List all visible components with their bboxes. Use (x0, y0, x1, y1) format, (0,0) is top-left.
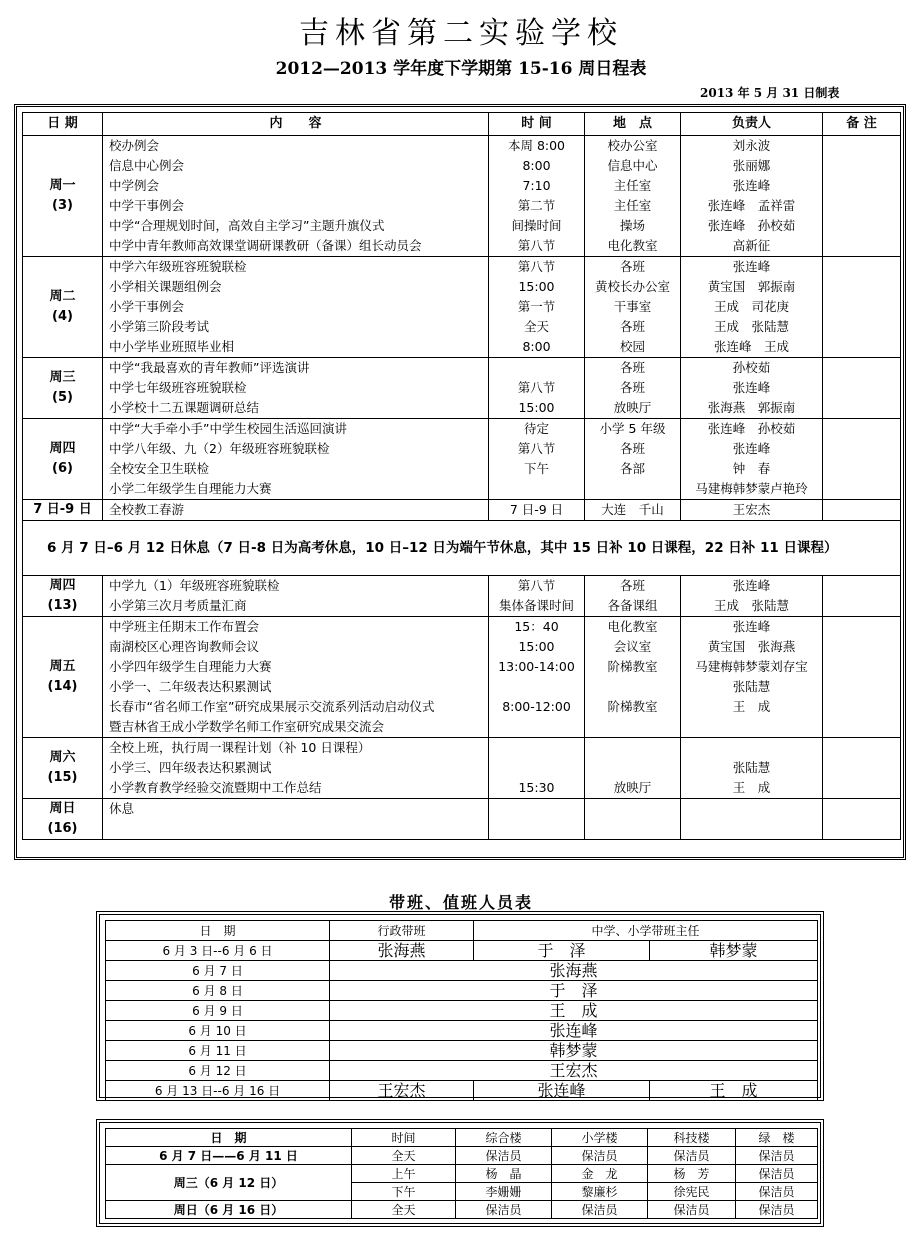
week-number: (14) (47, 679, 78, 694)
duty-row (106, 1021, 818, 1041)
note-cell (823, 617, 901, 738)
schedule-subtitle: 2012—2013 学年度下学期第 15-16 周日程表 (275, 59, 647, 79)
duty-person: 韩梦蒙 (650, 941, 818, 961)
event-person: 张连峰 孙校茹 (707, 218, 796, 233)
event-time-cell (489, 419, 585, 500)
event-person: 张连峰 (732, 178, 771, 193)
holiday-note: 6 月 7 日–6 月 12 日休息（7 日-8 日为高考休息，10 日–12 日为端午节休息，其中 15 日补 10 日课程，22 日补 11 日课程） (23, 521, 901, 576)
duty-person: 王宏杰 (330, 1061, 818, 1081)
event-place: 电化教室 (607, 619, 658, 634)
event-place: 阶梯教室 (607, 659, 658, 674)
col-time: 时 间 (489, 113, 585, 136)
event-time: 8:00 (522, 339, 551, 354)
event-place-cell (585, 358, 681, 419)
event-person: 张海燕 郭振南 (707, 400, 796, 415)
duty-row (106, 961, 818, 981)
note-cell (823, 358, 901, 419)
bld-cell: 保洁员 (456, 1147, 552, 1165)
event-content: 小学校十二五课题调研总结 (109, 400, 260, 415)
bld-col-keji: 科技楼 (648, 1129, 736, 1147)
event-content-cell (103, 738, 489, 799)
event-place-cell (585, 500, 681, 521)
bld-cell: 杨 晶 (456, 1165, 552, 1183)
schedule-day-row (23, 136, 901, 257)
event-place (585, 677, 680, 697)
made-date: 2013 年 5 月 31 日制表 (700, 86, 840, 100)
event-person: 王 成 (732, 699, 771, 714)
event-person-cell (681, 500, 823, 521)
day-label-cell (23, 358, 103, 419)
duty-date: 6 月 10 日 (106, 1021, 330, 1041)
event-person: 张连峰 (732, 441, 771, 456)
duty-person: 于 泽 (474, 941, 650, 961)
bld-col-time: 时间 (352, 1129, 456, 1147)
event-time-cell (489, 617, 585, 738)
event-place (585, 479, 680, 499)
schedule-day-row (23, 617, 901, 738)
event-content: 全校上班，执行周一课程计划（补 10 日课程） (109, 740, 371, 755)
event-place: 会议室 (613, 639, 652, 654)
bld-cell: 保洁员 (648, 1147, 736, 1165)
event-place: 各班 (619, 441, 645, 456)
bld-time: 上午 (352, 1165, 456, 1183)
day-name: 周四 (49, 578, 76, 593)
week-number: (15) (47, 770, 78, 785)
event-person (681, 738, 822, 758)
bld-date: 6 月 7 日——6 月 11 日 (106, 1147, 352, 1165)
event-content: 小学第三次月考质量汇商 (109, 598, 247, 613)
duty-row (106, 981, 818, 1001)
event-content: 小学第三阶段考试 (109, 319, 210, 334)
event-place: 各班 (619, 578, 645, 593)
event-content: 全校教工春游 (109, 502, 185, 517)
bld-time: 全天 (352, 1147, 456, 1165)
event-place (585, 738, 680, 758)
event-time: 15:00 (518, 639, 555, 654)
event-person-cell (681, 257, 823, 358)
event-content-cell (103, 136, 489, 257)
bld-cell: 徐宪民 (648, 1183, 736, 1201)
event-place-cell (585, 617, 681, 738)
event-content-cell (103, 576, 489, 617)
event-time-cell (489, 799, 585, 840)
duty-date: 6 月 13 日--6 月 16 日 (106, 1081, 330, 1101)
note-cell (823, 738, 901, 799)
event-place: 各班 (619, 319, 645, 334)
event-time: 本周 8:00 (507, 138, 566, 153)
day-name: 7 日-9 日 (33, 502, 92, 517)
day-name: 周六 (49, 750, 76, 765)
event-place-cell (585, 738, 681, 799)
event-content: 中学中青年教师高效课堂调研课教研（备课）组长动员会 (109, 238, 422, 253)
event-place-cell (585, 799, 681, 840)
day-label-cell (23, 136, 103, 257)
event-place-cell (585, 257, 681, 358)
event-person-cell (681, 738, 823, 799)
event-person: 王成 司花庚 (713, 299, 789, 314)
day-label-cell (23, 419, 103, 500)
duty-date: 6 月 3 日--6 月 6 日 (106, 941, 330, 961)
event-time: 第八节 (517, 380, 556, 395)
bld-col-lv: 绿 楼 (736, 1129, 818, 1147)
event-person: 高新征 (732, 238, 771, 253)
event-person: 黄宝国 郭振南 (707, 279, 796, 294)
event-time-cell (489, 738, 585, 799)
event-person: 张连峰 孟祥雷 (707, 198, 796, 213)
event-person-cell (681, 799, 823, 840)
event-content: 小学二年级学生自理能力大赛 (109, 481, 272, 496)
event-person-cell (681, 576, 823, 617)
duty-col-date: 日 期 (106, 921, 330, 941)
note-cell (823, 257, 901, 358)
schedule-day-row (23, 358, 901, 419)
duty-row (106, 1001, 818, 1021)
event-place: 各部 (619, 461, 645, 476)
event-time-cell (489, 576, 585, 617)
day-name: 周五 (49, 659, 76, 674)
event-content: 南湖校区心理咨询教师会议 (109, 639, 260, 654)
day-name: 周一 (49, 178, 76, 193)
event-time (489, 717, 584, 737)
bld-date: 周日（6 月 16 日） (106, 1201, 352, 1219)
event-person: 张连峰 王成 (713, 339, 789, 354)
event-time: 15：40 (514, 619, 559, 634)
school-name: 吉林省第二实验学校 (299, 16, 623, 51)
duty-date: 6 月 12 日 (106, 1061, 330, 1081)
event-place: 电化教室 (607, 238, 658, 253)
duty-col-teachers: 中学、小学带班主任 (474, 921, 818, 941)
schedule-body-week16 (23, 576, 901, 840)
event-content: 小学三、四年级表达积累测试 (109, 760, 272, 775)
event-content: 暨吉林省王成小学数学名师工作室研究成果交流会 (109, 719, 385, 734)
cleaning-frame (96, 1119, 824, 1227)
schedule-header-row (23, 113, 901, 136)
event-content: 中学干事例会 (109, 198, 185, 213)
duty-header-row (106, 921, 818, 941)
col-place: 地 点 (585, 113, 681, 136)
duty-row (106, 941, 818, 961)
event-person (681, 799, 822, 819)
bld-cell: 保洁员 (552, 1201, 648, 1219)
week-number: (16) (47, 821, 78, 836)
event-content-cell (103, 257, 489, 358)
event-place: 主任室 (613, 198, 652, 213)
event-place: 校园 (619, 339, 645, 354)
bld-cell: 保洁员 (736, 1201, 818, 1219)
bld-cell: 保洁员 (552, 1147, 648, 1165)
event-content: 中学八年级、九（2）年级班容班貌联检 (109, 441, 330, 456)
cleaning-row (106, 1165, 818, 1183)
bld-cell: 保洁员 (736, 1147, 818, 1165)
event-content: 信息中心例会 (109, 158, 185, 173)
event-person: 王宏杰 (732, 502, 771, 517)
event-time: 第二节 (517, 198, 556, 213)
event-person: 王成 张陆慧 (713, 319, 789, 334)
cleaning-row (106, 1201, 818, 1219)
col-note: 备 注 (823, 113, 901, 136)
event-place (585, 799, 680, 819)
bld-date: 周三（6 月 12 日） (106, 1165, 352, 1201)
event-time-cell (489, 500, 585, 521)
event-content: 小学教育教学经验交流暨期中工作总结 (109, 780, 322, 795)
event-content: 中学“我最喜欢的青年教师”评选演讲 (109, 360, 310, 375)
event-time: 第八节 (517, 238, 556, 253)
event-place: 操场 (619, 218, 645, 233)
bld-cell: 黎廉杉 (552, 1183, 648, 1201)
event-place: 校办公室 (607, 138, 658, 153)
schedule-table (22, 112, 901, 840)
week-number: (13) (47, 598, 78, 613)
event-time (489, 738, 584, 758)
schedule-frame (14, 104, 906, 860)
event-place: 放映厅 (613, 780, 652, 795)
day-name: 周二 (49, 289, 76, 304)
event-time: 8:00-12:00 (502, 699, 571, 714)
event-time (489, 479, 584, 499)
week-number: (4) (52, 309, 73, 324)
event-place-cell (585, 576, 681, 617)
event-content: 休息 (109, 801, 135, 816)
duty-body (106, 941, 818, 1101)
duty-person: 王 成 (330, 1001, 818, 1021)
event-person-cell (681, 136, 823, 257)
event-person: 张连峰 (732, 619, 771, 634)
week-number: (6) (52, 461, 73, 476)
duty-date: 6 月 9 日 (106, 1001, 330, 1021)
event-person: 钟 春 (732, 461, 771, 476)
duty-col-admin: 行政带班 (330, 921, 474, 941)
event-content: 小学相关课题组例会 (109, 279, 222, 294)
event-person-cell (681, 358, 823, 419)
event-place: 小学 5 年级 (599, 421, 666, 436)
bld-col-xiaoxue: 小学楼 (552, 1129, 648, 1147)
event-place-cell (585, 136, 681, 257)
event-time: 15:00 (518, 279, 555, 294)
day-label-cell (23, 257, 103, 358)
event-content: 中学例会 (109, 178, 160, 193)
event-time: 第一节 (517, 299, 556, 314)
note-cell (823, 419, 901, 500)
event-person: 张陆慧 (732, 760, 771, 775)
event-person: 黄宝国 张海燕 (707, 639, 796, 654)
event-place: 阶梯教室 (607, 699, 658, 714)
event-time: 15:30 (518, 780, 555, 795)
event-person: 张陆慧 (732, 679, 771, 694)
event-content: 中学“大手牵小手”中学生校园生活巡回演讲 (109, 421, 347, 436)
note-cell (823, 500, 901, 521)
event-time (489, 799, 584, 819)
day-label-cell (23, 576, 103, 617)
bld-time: 下午 (352, 1183, 456, 1201)
event-time: 第八节 (517, 578, 556, 593)
event-place: 各班 (619, 360, 645, 375)
schedule-day-row (23, 799, 901, 840)
bld-cell: 金 龙 (552, 1165, 648, 1183)
col-date: 日 期 (23, 113, 103, 136)
event-place (585, 717, 680, 737)
col-person: 负责人 (681, 113, 823, 136)
event-time: 第八节 (517, 441, 556, 456)
event-time: 13:00-14:00 (498, 659, 575, 674)
event-content-cell (103, 500, 489, 521)
event-person: 张丽娜 (732, 158, 771, 173)
event-person: 王 成 (732, 780, 771, 795)
event-content: 中学六年级班容班貌联检 (109, 259, 247, 274)
duty-frame (96, 911, 824, 1101)
event-time: 间操时间 (511, 218, 562, 233)
event-content: 长春市“省名师工作室”研究成果展示交流系列活动启动仪式 (109, 699, 435, 714)
event-content: 小学干事例会 (109, 299, 185, 314)
bld-cell: 杨 芳 (648, 1165, 736, 1183)
event-person: 张连峰 (732, 578, 771, 593)
bld-cell: 保洁员 (456, 1201, 552, 1219)
col-content: 内 容 (103, 113, 489, 136)
event-place: 放映厅 (613, 400, 652, 415)
event-time (489, 677, 584, 697)
day-name: 周日 (49, 801, 76, 816)
event-time: 下午 (523, 461, 549, 476)
event-place: 各班 (619, 259, 645, 274)
event-person-cell (681, 617, 823, 738)
day-label-cell (23, 738, 103, 799)
event-person: 刘永波 (732, 138, 771, 153)
cleaning-header-row (106, 1129, 818, 1147)
duty-row (106, 1061, 818, 1081)
event-content: 小学一、二年级表达积累测试 (109, 679, 272, 694)
event-time-cell (489, 257, 585, 358)
event-content-cell (103, 617, 489, 738)
bld-cell: 保洁员 (736, 1183, 818, 1201)
duty-date: 6 月 8 日 (106, 981, 330, 1001)
note-cell (823, 576, 901, 617)
schedule-day-row (23, 257, 901, 358)
event-person-cell (681, 419, 823, 500)
day-name: 周四 (49, 441, 76, 456)
schedule-day-row (23, 419, 901, 500)
event-content: 校办例会 (109, 138, 160, 153)
cleaning-row (106, 1147, 818, 1165)
duty-person: 王宏杰 (330, 1081, 474, 1101)
day-name: 周三 (49, 370, 76, 385)
event-content-cell (103, 358, 489, 419)
event-place: 主任室 (613, 178, 652, 193)
day-label-cell (23, 799, 103, 840)
bld-cell: 李姗姗 (456, 1183, 552, 1201)
cleaning-table (105, 1128, 818, 1219)
day-label-cell (23, 500, 103, 521)
schedule-day-row (23, 738, 901, 799)
event-time: 集体备课时间 (498, 598, 574, 613)
note-cell (823, 136, 901, 257)
note-cell (823, 799, 901, 840)
duty-person: 张海燕 (330, 941, 474, 961)
event-place: 各班 (619, 380, 645, 395)
event-person: 王成 张陆慧 (713, 598, 789, 613)
event-place-cell (585, 419, 681, 500)
duty-date: 6 月 7 日 (106, 961, 330, 981)
event-time (489, 758, 584, 778)
event-content: 中小学毕业班照毕业相 (109, 339, 235, 354)
duty-title: 带班、值班人员表 (388, 893, 533, 912)
duty-person: 张连峰 (330, 1021, 818, 1041)
event-person: 马建梅韩梦蒙卢艳玲 (695, 481, 808, 496)
schedule-day-row (23, 500, 901, 521)
schedule-body-week15 (23, 136, 901, 521)
event-content: 中学班主任期末工作布置会 (109, 619, 260, 634)
duty-table (105, 920, 818, 1101)
event-person: 张连峰 (732, 259, 771, 274)
event-time: 第八节 (517, 259, 556, 274)
event-content-cell (103, 419, 489, 500)
event-person (681, 717, 822, 737)
duty-person: 王 成 (650, 1081, 818, 1101)
event-time-cell (489, 358, 585, 419)
event-time: 7:10 (522, 178, 551, 193)
duty-row (106, 1081, 818, 1101)
duty-person: 韩梦蒙 (330, 1041, 818, 1061)
duty-row (106, 1041, 818, 1061)
event-person: 孙校茹 (732, 360, 771, 375)
schedule-day-row (23, 576, 901, 617)
bld-cell: 保洁员 (736, 1165, 818, 1183)
week-number: (5) (52, 390, 73, 405)
bld-time: 全天 (352, 1201, 456, 1219)
event-content: 中学九（1）年级班容班貌联检 (109, 578, 280, 593)
event-time: 15:00 (518, 400, 555, 415)
duty-person: 于 泽 (330, 981, 818, 1001)
bld-cell: 保洁员 (648, 1201, 736, 1219)
event-time: 7 日-9 日 (509, 502, 564, 517)
event-time: 全天 (523, 319, 549, 334)
event-time (489, 358, 584, 378)
event-content: 中学七年级班容班貌联检 (109, 380, 247, 395)
event-content: 小学四年级学生自理能力大赛 (109, 659, 272, 674)
bld-col-date: 日 期 (106, 1129, 352, 1147)
duty-person: 张海燕 (330, 961, 818, 981)
event-place: 干事室 (613, 299, 652, 314)
event-content-cell (103, 799, 489, 840)
event-content: 中学“合理规划时间，高效自主学习”主题升旗仪式 (109, 218, 385, 233)
event-person: 张连峰 孙校茹 (707, 421, 796, 436)
event-person: 张连峰 (732, 380, 771, 395)
event-place: 大连 千山 (601, 502, 664, 517)
bld-col-zonghe: 综合楼 (456, 1129, 552, 1147)
event-content: 全校安全卫生联检 (109, 461, 210, 476)
event-place: 各备课组 (607, 598, 658, 613)
event-time-cell (489, 136, 585, 257)
week-number: (3) (52, 198, 73, 213)
duty-person: 张连峰 (474, 1081, 650, 1101)
event-person: 马建梅韩梦蒙刘存宝 (695, 659, 808, 674)
duty-date: 6 月 11 日 (106, 1041, 330, 1061)
event-place: 信息中心 (607, 158, 658, 173)
event-time: 待定 (523, 421, 549, 436)
event-place (585, 758, 680, 778)
event-time: 8:00 (522, 158, 551, 173)
day-label-cell (23, 617, 103, 738)
holiday-row (23, 521, 901, 576)
event-place: 黄校长办公室 (594, 279, 670, 294)
